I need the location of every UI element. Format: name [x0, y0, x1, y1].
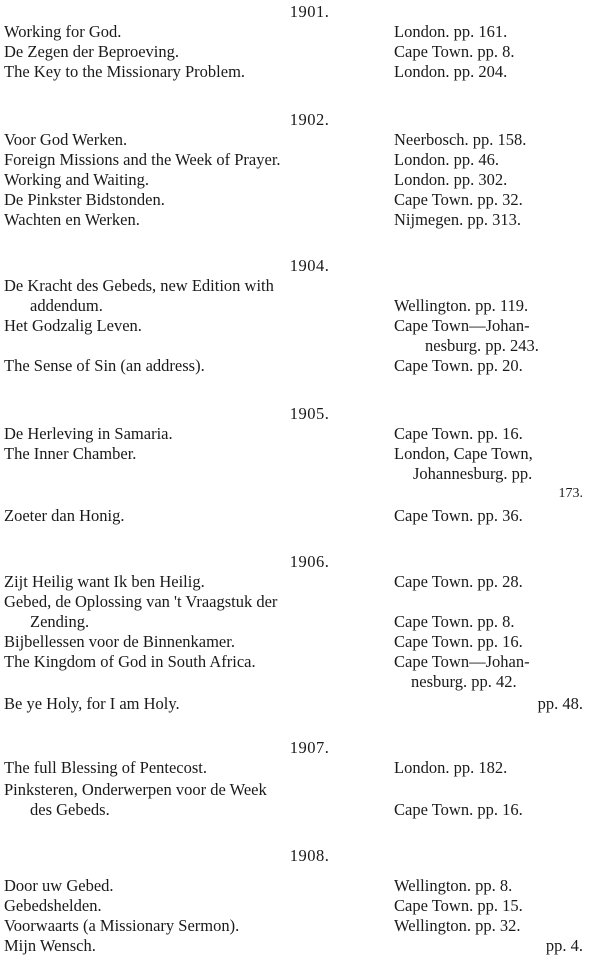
entry-place: Cape Town. pp. 28. — [394, 572, 523, 591]
entry-title: De Kracht des Gebeds, new Edition with — [4, 276, 274, 295]
entry-title: De Pinkster Bidstonden. — [4, 190, 165, 209]
entry-title: Zoeter dan Honig. — [4, 506, 125, 525]
entry-place: London. pp. 46. — [394, 150, 499, 169]
entry-place: Cape Town. pp. 16. — [394, 424, 523, 443]
year-heading: 1907. — [289, 738, 330, 757]
year-heading: 1908. — [289, 846, 330, 865]
entry-title: The Kingdom of God in South Africa. — [4, 652, 256, 671]
year-heading: 1904. — [289, 256, 330, 275]
entry-title: The Key to the Missionary Problem. — [4, 62, 246, 81]
entry-title-continuation: des Gebeds. — [30, 800, 110, 819]
entry-title: Bijbellessen voor de Binnenkamer. — [4, 632, 235, 651]
entry-title: Be ye Holy, for I am Holy. — [4, 694, 180, 713]
entry-pages: pp. 4. — [545, 936, 583, 955]
entry-place: London. pp. 161. — [394, 22, 508, 41]
entry-title-continuation: Zending. — [30, 612, 90, 631]
year-heading: 1905. — [289, 404, 330, 423]
entry-place: Wellington. pp. 8. — [394, 876, 513, 895]
entry-title: Working for God. — [4, 22, 122, 41]
entry-title: Gebedshelden. — [4, 896, 102, 915]
entry-place: Wellington. pp. 119. — [394, 296, 529, 315]
entry-title: Mijn Wensch. — [4, 936, 96, 955]
entry-title: De Herleving in Samaria. — [4, 424, 173, 443]
year-heading: 1902. — [289, 110, 330, 129]
entry-place: Cape Town—Johan- — [394, 316, 530, 335]
entry-title: The full Blessing of Pentecost. — [4, 758, 208, 777]
entry-title: Voorwaarts (a Missionary Sermon). — [4, 916, 240, 935]
entry-place: Cape Town. pp. 36. — [394, 506, 523, 525]
entry-title: The Sense of Sin (an address). — [4, 356, 205, 375]
entry-place: Nijmegen. pp. 313. — [394, 210, 521, 229]
entry-place: Cape Town. pp. 32. — [394, 190, 523, 209]
entry-title: Door uw Gebed. — [4, 876, 114, 895]
entry-place: Neerbosch. pp. 158. — [394, 130, 527, 149]
entry-place-continuation: Johannesburg. pp. — [413, 464, 533, 483]
entry-place: Cape Town. pp. 15. — [394, 896, 523, 915]
year-heading: 1906. — [289, 552, 330, 571]
entry-place: Cape Town. pp. 8. — [394, 612, 515, 631]
entry-title-continuation: addendum. — [30, 296, 103, 315]
entry-title: Het Godzalig Leven. — [4, 316, 142, 335]
entry-title: Wachten en Werken. — [4, 210, 140, 229]
entry-place: Cape Town. pp. 20. — [394, 356, 523, 375]
entry-place: London, Cape Town, — [394, 444, 533, 463]
entry-place: Cape Town—Johan- — [394, 652, 530, 671]
entry-title: Working and Waiting. — [4, 170, 150, 189]
entry-place: Cape Town. pp. 16. — [394, 632, 523, 651]
entry-title: De Zegen der Beproeving. — [4, 42, 180, 61]
entry-pages-continuation: 173. — [558, 486, 583, 501]
entry-pages: pp. 48. — [537, 694, 583, 713]
entry-place: Cape Town. pp. 16. — [394, 800, 523, 819]
entry-place: London. pp. 204. — [394, 62, 508, 81]
entry-place: London. pp. 302. — [394, 170, 508, 189]
entry-title: Pinksteren, Onderwerpen voor de Week — [4, 780, 267, 799]
entry-title: The Inner Chamber. — [4, 444, 137, 463]
entry-place-continuation: nesburg. pp. 42. — [411, 672, 517, 691]
entry-place: London. pp. 182. — [394, 758, 508, 777]
entry-title: Zijt Heilig want Ik ben Heilig. — [4, 572, 205, 591]
entry-place-continuation: nesburg. pp. 243. — [425, 336, 539, 355]
entry-title: Voor God Werken. — [4, 130, 128, 149]
entry-title: Foreign Missions and the Week of Prayer. — [4, 150, 281, 169]
entry-place: Cape Town. pp. 8. — [394, 42, 515, 61]
year-heading: 1901. — [289, 2, 330, 21]
entry-title: Gebed, de Oplossing van 't Vraagstuk der — [4, 592, 278, 611]
entry-place: Wellington. pp. 32. — [394, 916, 521, 935]
